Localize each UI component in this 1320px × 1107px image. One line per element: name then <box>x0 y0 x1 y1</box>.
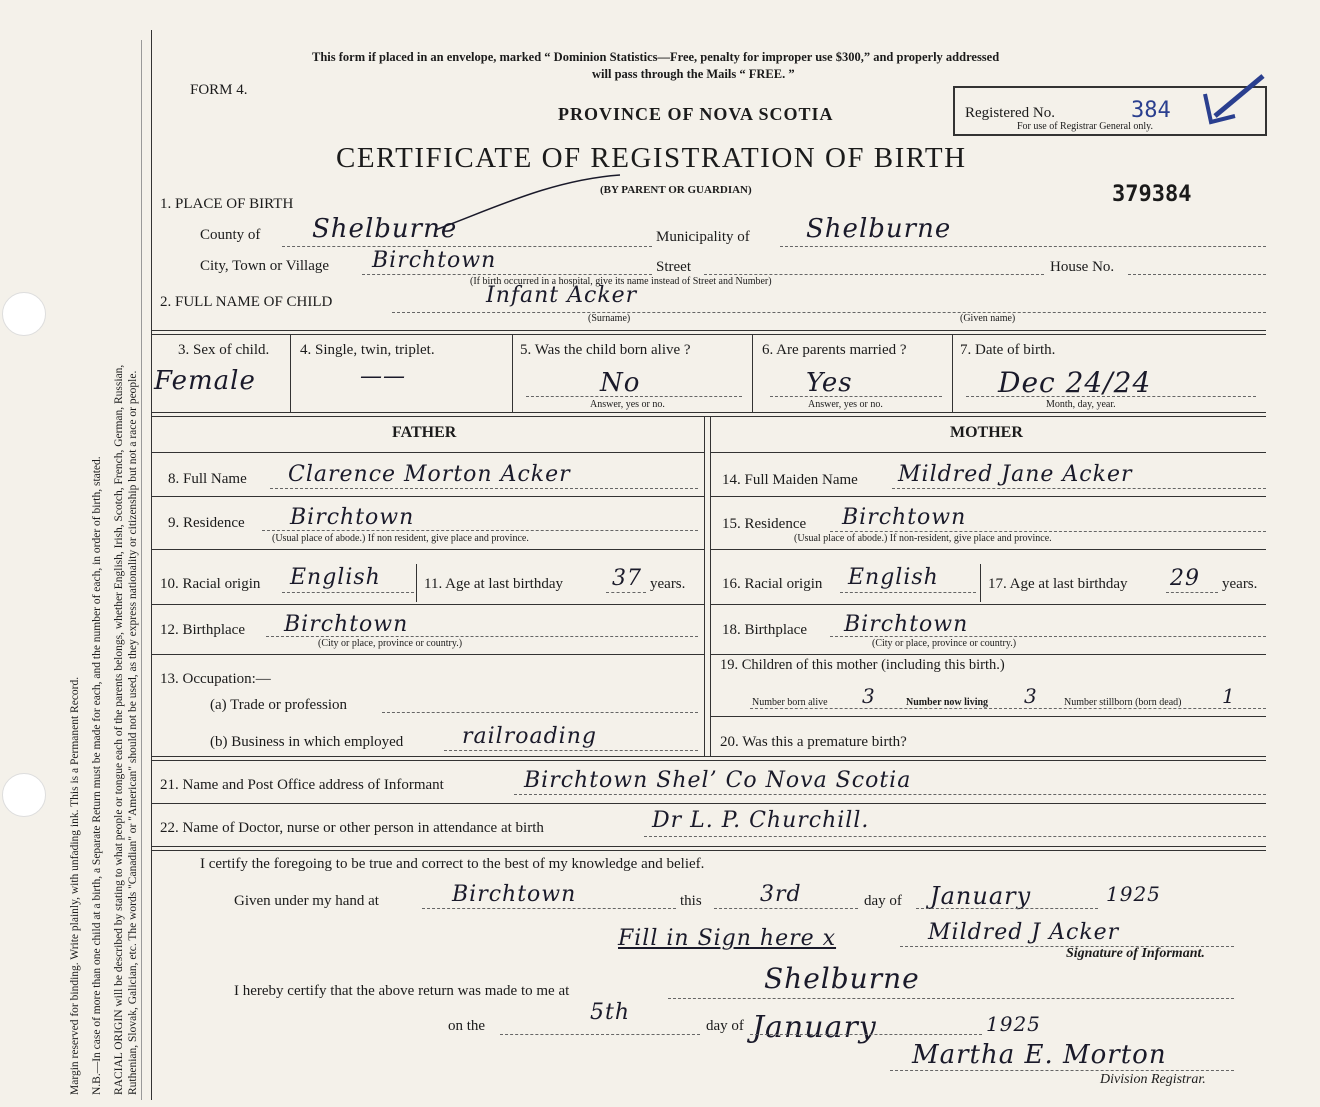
registrar-day-value: 5th <box>590 1000 631 1025</box>
county-label: County of <box>200 227 261 243</box>
form-left-border <box>151 30 152 1100</box>
certificate-subtitle: (BY PARENT OR GUARDIAN) <box>600 184 752 196</box>
father-row-rule-2 <box>151 549 704 550</box>
mother-row-rule-1 <box>710 496 1266 497</box>
county-line <box>282 246 652 247</box>
surname-note: (Surname) <box>588 313 631 324</box>
business-value: railroading <box>462 724 597 749</box>
informant-line <box>514 794 1266 795</box>
trade-line <box>382 712 698 713</box>
born-alive-line <box>526 396 742 397</box>
mother-race-line <box>840 592 976 593</box>
certify-statement: I certify the foregoing to be true and correct to the best of my knowledge and belief. <box>200 856 705 872</box>
business-label: (b) Business in which employed <box>210 734 404 750</box>
registrar-signature-line <box>890 1070 1234 1071</box>
living-count-label: Number now living <box>906 697 989 708</box>
margin-note-binding: Margin reserved for binding. Write plainly, with unfading ink. This is a Permanent Record. <box>69 676 81 1095</box>
doctor-line <box>644 836 1266 837</box>
mother-age-value: 29 <box>1170 566 1200 591</box>
divider-4-5 <box>512 334 513 412</box>
divider-3-4 <box>290 334 291 412</box>
given-month-value: January <box>930 882 1032 910</box>
given-day-value: 3rd <box>760 882 802 907</box>
father-birthplace-label: 12. Birthplace <box>160 622 245 638</box>
house-line <box>1128 274 1266 275</box>
rule-bottom <box>151 756 1266 757</box>
street-line <box>704 274 1044 275</box>
rule-final-2 <box>151 850 1266 851</box>
date-note: Month, day, year. <box>1046 399 1116 410</box>
married-value: Yes <box>806 368 853 398</box>
father-row-rule-3 <box>151 604 704 605</box>
mother-birthplace-label: 18. Birthplace <box>722 622 807 638</box>
city-value: Birchtown <box>372 248 497 273</box>
informant-label: 21. Name and Post Office address of Informant <box>160 777 444 793</box>
child-name-value: Infant Acker <box>486 283 638 308</box>
father-heading: FATHER <box>392 424 457 441</box>
occupation-label: 13. Occupation:— <box>160 671 271 687</box>
father-name-label: 8. Full Name <box>168 471 247 487</box>
mother-race-value: English <box>848 565 939 590</box>
married-label: 6. Are parents married ? <box>762 342 907 358</box>
informant-rule <box>151 803 1266 804</box>
day-of-label-2: day of <box>706 1018 744 1034</box>
father-race-value: English <box>290 565 381 590</box>
father-row-rule-1 <box>151 496 704 497</box>
children-label: 19. Children of this mother (including this birth.) <box>720 657 1005 673</box>
mother-race-label: 16. Racial origin <box>722 576 823 592</box>
binding-margin-line <box>141 40 142 1100</box>
single-twin-value: —— <box>360 364 406 389</box>
rule-heading-m <box>710 452 1266 453</box>
child-name-line <box>392 312 1266 313</box>
mother-residence-note: (Usual place of abode.) If non-resident, give place and province. <box>794 533 1052 544</box>
father-race-label: 10. Racial origin <box>160 576 261 592</box>
house-label: House No. <box>1050 259 1115 275</box>
registrar-month-line <box>750 1034 982 1035</box>
children-line <box>750 708 1266 709</box>
municipality-value: Shelburne <box>806 214 952 244</box>
registrar-signature: Martha E. Morton <box>912 1040 1167 1070</box>
father-residence-line <box>262 530 698 531</box>
born-alive-note: Answer, yes or no. <box>590 399 665 410</box>
mother-race-divider <box>980 564 981 602</box>
column-divider-2 <box>710 416 711 756</box>
margin-note-multiple: N.B.—In case of more than one child at a birth, a Separate Return must be made for each, and the number of each, in order of birth, stated. <box>91 456 103 1095</box>
serial-number: 379384 <box>1112 182 1192 207</box>
given-month-line <box>916 908 1098 909</box>
business-line <box>444 750 698 751</box>
rule-top <box>151 330 1266 331</box>
father-residence-note: (Usual place of abode.) If non resident, give place and province. <box>272 533 529 544</box>
municipality-line <box>780 246 1266 247</box>
born-alive-label: 5. Was the child born alive ? <box>520 342 691 358</box>
registered-label: Registered No. <box>965 105 1055 121</box>
mother-birthplace-value: Birchtown <box>844 612 969 637</box>
mother-row-rule-3 <box>710 604 1266 605</box>
trade-label: (a) Trade or profession <box>210 697 348 713</box>
mail-notice: This form if placed in an envelope, marked “ Dominion Statistics—Free, penalty for improper use $300,” and properly addressed <box>312 50 1000 64</box>
rule-final <box>151 846 1266 847</box>
single-twin-label: 4. Single, twin, triplet. <box>300 342 435 358</box>
registrar-certify-label: I hereby certify that the above return was made to me at <box>234 983 570 999</box>
on-the-label: on the <box>448 1018 486 1034</box>
father-row-rule-4 <box>151 654 704 655</box>
pen-flourish-icon <box>430 170 630 240</box>
city-label: City, Town or Village <box>200 258 330 274</box>
father-race-line <box>282 592 414 593</box>
registrar-month-value: January <box>752 1010 877 1045</box>
mother-name-value: Mildred Jane Acker <box>898 462 1133 487</box>
father-age-label: 11. Age at last birthday <box>424 576 563 592</box>
signature-of-informant-label: Signature of Informant. <box>1066 946 1205 961</box>
father-age-line <box>606 592 646 593</box>
father-age-value: 37 <box>612 566 642 591</box>
street-label: Street <box>656 259 691 275</box>
given-place-line <box>422 908 676 909</box>
born-alive-value: No <box>600 368 641 398</box>
mother-residence-label: 15. Residence <box>722 516 807 532</box>
place-of-birth-label: 1. PLACE OF BIRTH <box>160 196 294 212</box>
sex-value: Female <box>154 366 256 396</box>
registered-number: 384 <box>1131 98 1171 123</box>
division-registrar-label: Division Registrar. <box>1100 1072 1206 1087</box>
born-alive-count-label: Number born alive <box>752 697 828 708</box>
mother-name-label: 14. Full Maiden Name <box>722 472 858 488</box>
father-residence-label: 9. Residence <box>168 515 245 531</box>
mother-row-rule-4 <box>710 654 1266 655</box>
mail-notice-2: will pass through the Mails “ FREE. ” <box>592 67 795 81</box>
registrar-year-value: 1925 <box>986 1012 1041 1036</box>
mother-age-line <box>1166 592 1218 593</box>
divider-5-6 <box>752 334 753 412</box>
father-race-divider <box>416 564 417 602</box>
check-arrow-icon <box>1193 72 1273 132</box>
mother-years-label: years. <box>1222 576 1258 592</box>
father-name-value: Clarence Morton Acker <box>288 462 571 487</box>
registered-box <box>953 86 1267 136</box>
given-place-value: Birchtown <box>452 882 577 907</box>
binder-hole-top <box>2 292 46 336</box>
mother-birthplace-note: (City or place, province or country.) <box>872 638 1017 649</box>
margin-note-racial-2: Ruthenian, Slovak, Galician, etc. The words "Canadian" or "American" should not be used, as they express nationality or citizenship but not a race or people. <box>127 370 139 1095</box>
stillborn-count-value: 1 <box>1222 684 1236 708</box>
fill-in-note: Fill in Sign here x <box>618 926 837 951</box>
father-birthplace-value: Birchtown <box>284 612 409 637</box>
date-line <box>966 396 1256 397</box>
informant-value: Birchtown Shel’ Co Nova Scotia <box>524 768 912 793</box>
rule-bottom-2 <box>151 760 1266 761</box>
mother-age-label: 17. Age at last birthday <box>988 576 1128 592</box>
mother-residence-value: Birchtown <box>842 505 967 530</box>
given-under-label: Given under my hand at <box>234 893 379 909</box>
divider-6-7 <box>952 334 953 412</box>
living-count-value: 3 <box>1024 684 1038 708</box>
sex-label: 3. Sex of child. <box>178 342 270 358</box>
hospital-note: (If birth occurred in a hospital, give its name instead of Street and Number) <box>470 276 772 287</box>
given-name-note: (Given name) <box>960 313 1016 324</box>
father-years-label: years. <box>650 576 686 592</box>
mother-heading: MOTHER <box>950 424 1023 441</box>
registrar-place-value: Shelburne <box>764 962 920 995</box>
married-line <box>770 396 942 397</box>
father-birthplace-note: (City or place, province or country.) <box>318 638 463 649</box>
date-of-birth-value: Dec 24/24 <box>998 366 1152 399</box>
stillborn-count-label: Number stillborn (born dead) <box>1064 697 1182 708</box>
form-number: FORM 4. <box>190 82 248 98</box>
column-divider <box>704 416 705 756</box>
mother-row-rule-2 <box>710 549 1266 550</box>
informant-signature: Mildred J Acker <box>928 920 1120 945</box>
rule-heading <box>151 452 704 453</box>
married-note: Answer, yes or no. <box>808 399 883 410</box>
municipality-label: Municipality of <box>656 229 750 245</box>
city-line <box>362 274 652 275</box>
father-birthplace-line <box>266 636 698 637</box>
father-residence-value: Birchtown <box>290 505 415 530</box>
premature-label: 20. Was this a premature birth? <box>720 734 907 750</box>
doctor-label: 22. Name of Doctor, nurse or other person in attendance at birth <box>160 820 544 836</box>
rule-mid <box>151 412 1266 413</box>
margin-note-racial: RACIAL ORIGIN will be described by stating to what people or tongue each of the parents belongs, whether English, Irish, Scotch, French, German, Russian, <box>113 364 125 1095</box>
province-heading: PROVINCE OF NOVA SCOTIA <box>558 104 834 124</box>
rule-mid-2 <box>151 416 1266 417</box>
born-alive-count-value: 3 <box>862 684 876 708</box>
given-year-value: 1925 <box>1106 882 1161 906</box>
registrar-place-line <box>668 998 1234 999</box>
registered-note: For use of Registrar General only. <box>1017 121 1153 132</box>
mother-row-rule-5 <box>710 716 1266 717</box>
mother-residence-line <box>830 531 1266 532</box>
registrar-day-line <box>500 1034 700 1035</box>
full-name-label: 2. FULL NAME OF CHILD <box>160 294 333 310</box>
date-of-birth-label: 7. Date of birth. <box>960 342 1056 358</box>
rule-top-2 <box>151 334 1266 335</box>
mother-birthplace-line <box>830 636 1266 637</box>
given-day-line <box>714 908 858 909</box>
binder-hole-bottom <box>2 773 46 817</box>
mother-name-line <box>892 488 1266 489</box>
county-value: Shelburne <box>312 214 458 244</box>
day-of-label: day of <box>864 893 902 909</box>
doctor-value: Dr L. P. Churchill. <box>652 808 870 833</box>
certificate-title: CERTIFICATE OF REGISTRATION OF BIRTH <box>336 142 967 174</box>
this-label: this <box>680 893 702 909</box>
father-name-line <box>270 488 698 489</box>
